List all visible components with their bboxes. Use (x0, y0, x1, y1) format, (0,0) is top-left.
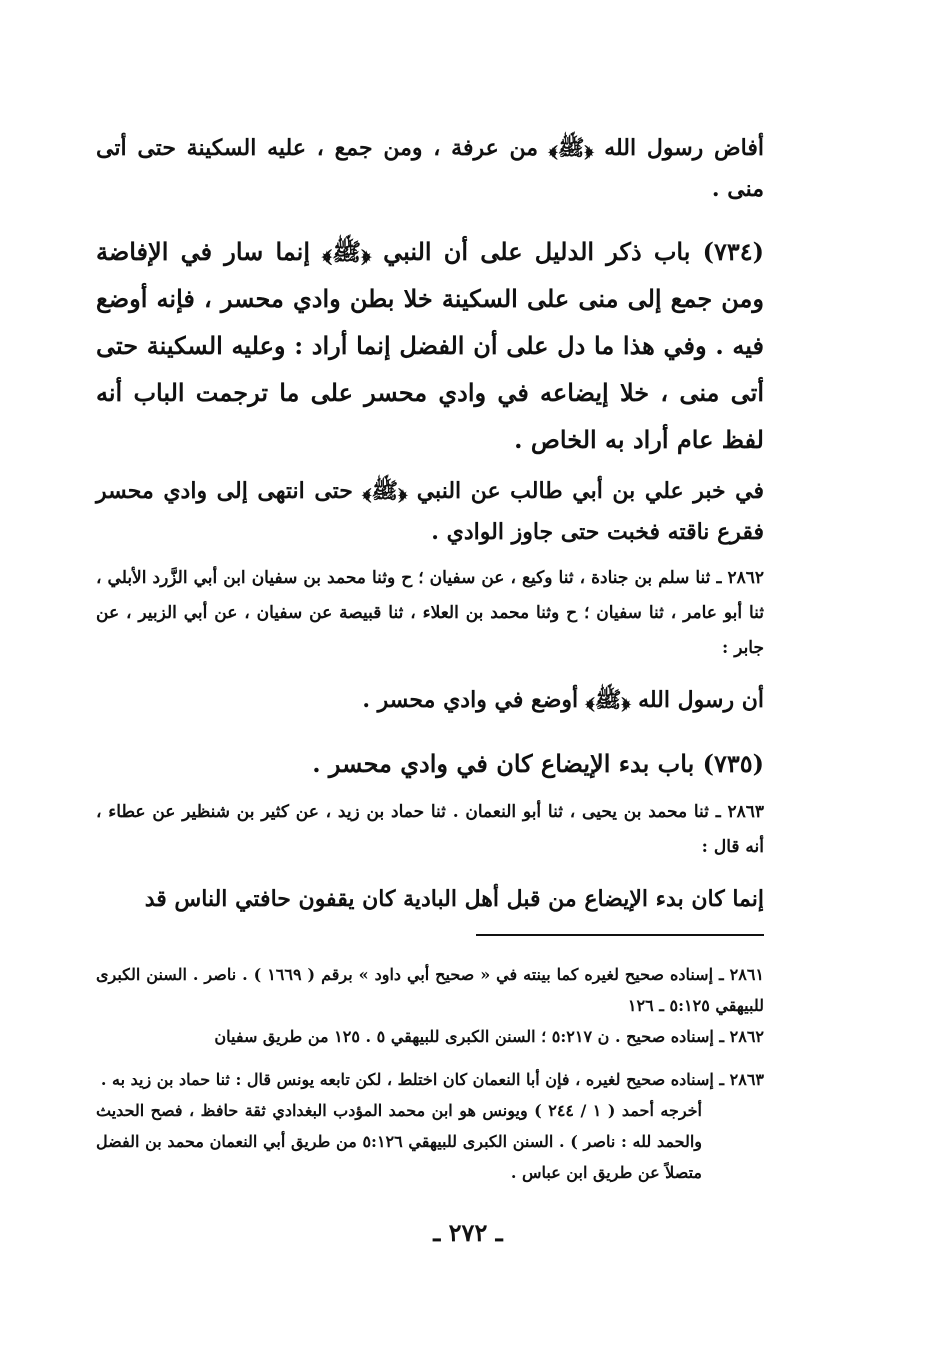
hadith-text-2861: أفاض رسول الله ﴿ﷺ﴾ من عرفة ، ومن جمع ، عليه السكينة حتى أتى منى . (96, 135, 764, 202)
footnote-2863-continued: أخرجه أحمد ( ١ / ٢٤٤ ) ويونس هو ابن محمد المؤدب البغدادي ثقة حافظ ، فصح الحديث والحمد لله : ناصر ) . السنن الكبرى للبيهقي ٥:١٢٦ من طريق أبي النعمان محمد بن الفضل متصلاً عن طريق ابن عباس . (96, 1101, 703, 1182)
chapter-heading-735: (٧٣٥) باب بدء الإيضاع كان في وادي محسر . (312, 749, 764, 778)
isnad-2863: ٢٨٦٣ ـ ثنا محمد بن يحيى ، ثنا أبو النعمان . ثنا حماد بن زيد ، عن كثير بن شنظير عن عطاء ، أنه قال : (96, 802, 764, 857)
narration-ali: في خبر علي بن أبي طالب عن النبي ﴿ﷺ﴾ حتى انتهى إلى وادي محسر فقرع ناقته فخبت حتى جاوز الوادي . (96, 478, 764, 545)
hadith-text-2863: إنما كان بدء الإيضاع من قبل أهل البادية كان يقفون حافتي الناس قد (144, 886, 764, 912)
footnote-2861: ٢٨٦١ ـ إسناده صحيح لغيره كما بينته في « صحيح أبي داود » برقم ( ١٦٦٩ ) . ناصر . السنن الكبرى للبيهقي ٥:١٢٥ ـ ١٢٦ (96, 965, 765, 1015)
chapter-heading-734: (٧٣٤) باب ذكر الدليل على أن النبي ﴿ﷺ﴾ إنما سار في الإفاضة ومن جمع إلى منى على السكينة خلا بطن وادي محسر ، فإنه أوضع فيه . وفي هذا ما دل على أن الفضل إنما أراد : وعليه السكينة حتى أتى منى ، خلا إيضاعه في وادي محسر على ما ترجمت الباب أنه لفظ عام أراد به الخاص . (96, 237, 764, 454)
footnote-2863: ٢٨٦٣ ـ إسناده صحيح لغيره ، فإن أبا النعمان كان اختلط ، لكن تابعه يونس قال : ثنا حماد بن زيد به . (100, 1070, 764, 1089)
hadith-text-2862: أن رسول الله ﴿ﷺ﴾ أوضع في وادي محسر . (362, 687, 764, 713)
footnote-2862: ٢٨٦٢ ـ إسناده صحيح . ن ٥:٢١٧ ؛ السنن الكبرى للبيهقي ٥ . ١٢٥ من طريق سفيان (214, 1027, 764, 1046)
page-number: ـ ٢٧٢ ـ (433, 1218, 503, 1247)
isnad-2862: ٢٨٦٢ ـ ثنا سلم بن جنادة ، ثنا وكيع ، عن سفيان ؛ ح وثنا محمد بن سفيان ابن أبي الزَّرد الأبلي ، ثنا أبو عامر ، ثنا سفيان ؛ ح وثنا محمد بن العلاء ، ثنا قبيصة عن سفيان ، عن أبي الزبير ، عن جابر : (96, 568, 764, 658)
footnote-separator (476, 934, 764, 936)
